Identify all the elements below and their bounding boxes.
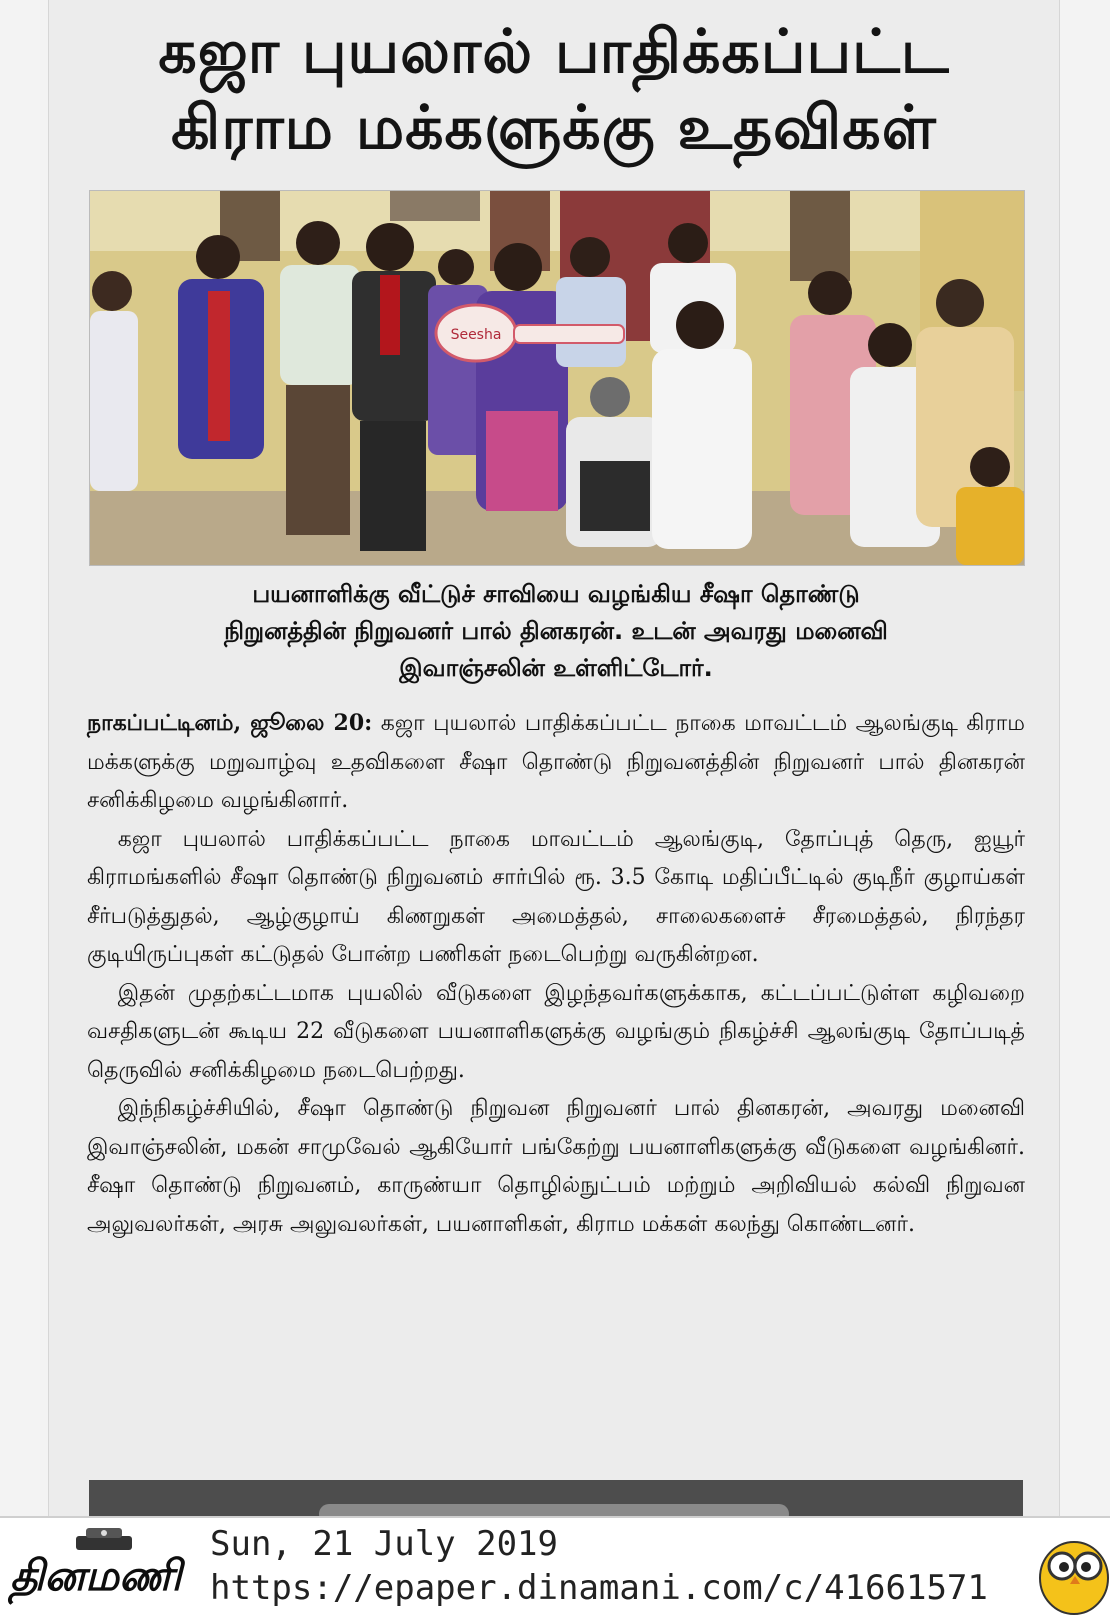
dateline: நாகப்பட்டினம், ஜூலை 20: — [87, 710, 373, 736]
paragraph-1 — [87, 704, 1025, 821]
owl-mascot-icon — [1034, 1526, 1110, 1616]
dinamani-logo[interactable] — [8, 1526, 204, 1610]
clip-url[interactable]: https://epaper.dinamani.com/c/41661571 — [210, 1568, 988, 1608]
next-article-banner — [89, 1480, 1023, 1516]
paragraph-1-text: கஜா புயலால் பாதிக்கப்பட்ட நாகை மாவட்டம் ஆலங்குடி கிராம மக்களுக்கு மறுவாழ்வு உதவிகளை சீஷா தொண்டு நிறுவனத்தின் நிறுவனர் பால் தினகரன் சனிக்கிழமை வழங்கினார். — [87, 711, 1025, 813]
publish-date: Sun, 21 July 2019 — [210, 1524, 558, 1564]
epaper-footer — [0, 1516, 1110, 1616]
clip-meta — [210, 1522, 988, 1610]
article-body — [87, 704, 1025, 1244]
caption-line-1: பயனாளிக்கு வீட்டுச் சாவியை வழங்கிய சீஷா தொண்டு — [252, 580, 860, 608]
paragraph-4: இந்நிகழ்ச்சியில், சீஷா தொண்டு நிறுவன நிறுவனர் பால் தினகரன், அவரது மனைவி இவாஞ்சலின், மகன் சாமுவேல் ஆகியோர் பங்கேற்று பயனாளிகளுக்கு வீடுகளை வழங்கினர். சீஷா தொண்டு நிறுவனம், காருண்யா தொழில்நுட்பம் மற்றும் அறிவியல் கல்வி நிறுவன அலுவலர்கள், அரசு அலுவலர்கள், பயனாளிகள், கிராம மக்கள் கலந்து கொண்டனர். — [87, 1096, 1025, 1237]
logo-text: தினமணி — [10, 1551, 182, 1600]
news-clipping — [48, 0, 1060, 1516]
news-photo — [89, 190, 1025, 566]
caption-line-3: இவாஞ்சலின் உள்ளிட்டோர். — [399, 654, 713, 682]
headline — [49, 14, 1059, 166]
key-prop-label: Seesha — [450, 327, 502, 343]
paragraph-3: இதன் முதற்கட்டமாக புயலில் வீடுகளை இழந்தவர்களுக்காக, கட்டப்பட்டுள்ள கழிவறை வசதிகளுடன் கூடிய 22 வீடுகளை பயனாளிகளுக்கு வழங்கும் நிகழ்ச்சி ஆலங்குடி தோப்படித் தெருவில் சனிக்கிழமை நடைபெற்றது. — [87, 980, 1025, 1083]
paragraph-2: கஜா புயலால் பாதிக்கப்பட்ட நாகை மாவட்டம் ஆலங்குடி, தோப்புத் தெரு, ஐயூர் கிராமங்களில் சீஷா தொண்டு நிறுவனம் சார்பில் ரூ. 3.5 கோடி மதிப்பீட்டில் குடிநீர் குழாய்கள் சீர்படுத்துதல், ஆழ்குழாய் கிணறுகள் அமைத்தல், சாலைகளைச் சீரமைத்தல், நிரந்தர குடியிருப்புகள் கட்டுதல் போன்ற பணிகள் நடைபெற்று வருகின்றன. — [87, 826, 1025, 967]
headline-line-2: கிராம மக்களுக்கு உதவிகள் — [171, 93, 937, 163]
headline-line-1: கஜா புயலால் பாதிக்கப்பட்ட — [158, 17, 950, 87]
caption-line-2: நிறுனத்தின் நிறுவனர் பால் தினகரன். உடன் அவரது மனைவி — [224, 617, 888, 645]
photo-caption — [89, 576, 1023, 687]
emblem-icon — [72, 1526, 136, 1552]
